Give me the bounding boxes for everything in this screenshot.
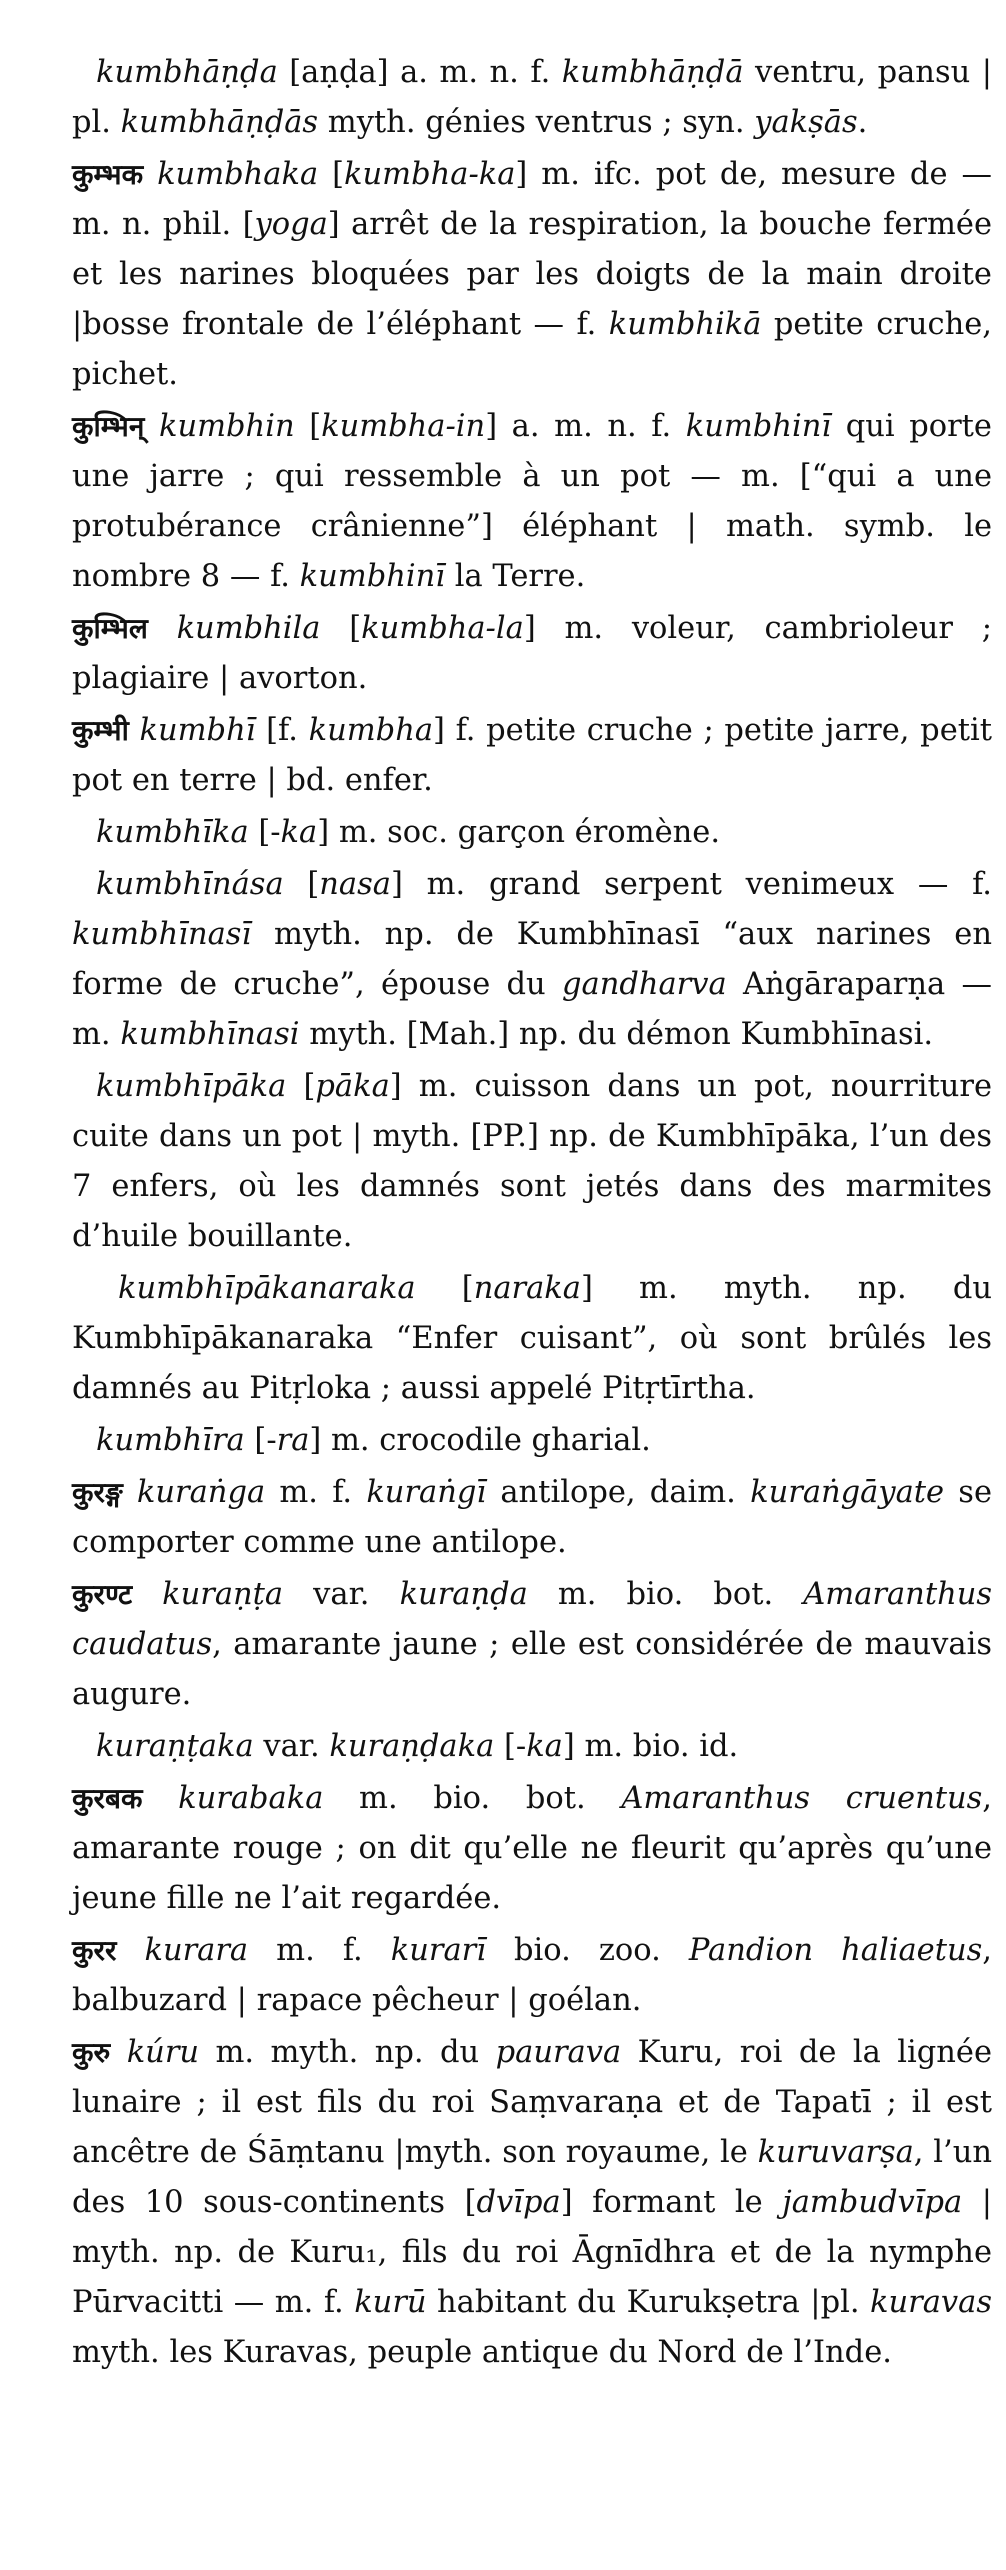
entry-devanagari-headword: कुम्भी — [72, 714, 129, 747]
entry-devanagari-headword: कुम्भिल — [72, 612, 148, 645]
entry-text: bio. zoo. — [485, 1933, 689, 1968]
entry-kumbhi — [72, 706, 992, 806]
entry-italic-term: kumbhikā — [608, 307, 762, 342]
entry-kumbhipakanaraka — [72, 1264, 992, 1414]
entry-italic-term: kurū — [354, 2285, 427, 2320]
entry-devanagari-headword: कुरण्ट — [72, 1578, 133, 1611]
entry-italic-term: kumbhila — [176, 611, 321, 646]
entry-italic-term: gandharva — [561, 967, 727, 1002]
entry-text: [ — [320, 611, 362, 646]
entry-kumbhinasa — [72, 860, 992, 1060]
entry-italic-term: kurabaka — [178, 1781, 324, 1816]
entry-kuranta — [72, 1570, 992, 1720]
entry-italic-term: kumbha — [308, 713, 434, 748]
entry-italic-term: ra — [276, 1423, 310, 1458]
entry-text: m. f. — [248, 1933, 391, 1968]
entry-text — [143, 157, 157, 192]
entry-text: qui porte une jarre ; qui ressemble à un pot — m. [“qui a une protubérance crânienne”] éléphant | math. symb. le nombre 8 — f. — [72, 409, 992, 594]
entry-text: . — [857, 105, 868, 140]
entry-text: var. — [283, 1577, 400, 1612]
entry-italic-term: kumbha-in — [321, 409, 486, 444]
entry-kumbhin — [72, 402, 992, 602]
entry-italic-term: ka — [526, 1729, 563, 1764]
entry-text: , amarante rouge ; on dit qu’elle ne fleurit qu’après qu’une jeune fille ne l’ait regardée. — [72, 1781, 992, 1916]
entry-text — [123, 1475, 137, 1510]
entry-italic-term: naraka — [473, 1271, 581, 1306]
entry-italic-term: kumbhīnasī — [72, 917, 252, 952]
entry-kumbhanda — [72, 48, 992, 148]
entry-italic-term: Amaranthus cruentus — [621, 1781, 983, 1816]
entry-italic-term: pāka — [315, 1069, 390, 1104]
entry-italic-term: kuraṅgāyate — [750, 1475, 945, 1510]
entry-italic-term: kumbhin — [158, 409, 295, 444]
entry-italic-term: Pandion haliaetus — [688, 1933, 983, 1968]
entry-text: m. myth. np. du — [199, 2035, 496, 2070]
entry-italic-term: kuraṇṭa — [162, 1577, 284, 1612]
entry-text: myth. génies ventrus ; syn. — [318, 105, 755, 140]
entry-text: se comporter comme une antilope. — [72, 1475, 992, 1560]
entry-italic-term: ka — [280, 815, 318, 850]
entry-text: ] m. soc. garçon éromène. — [317, 815, 721, 850]
entry-italic-term: kuravas — [870, 2285, 992, 2320]
entry-text: ] f. petite cruche ; petite jarre, petit pot en terre | bd. enfer. — [72, 713, 993, 798]
entry-italic-term: kumbhinī — [299, 559, 446, 594]
entry-italic-term: kuraṇḍaka — [329, 1729, 495, 1764]
entry-italic-term: paurava — [495, 2035, 622, 2070]
entry-text — [148, 611, 177, 646]
entry-kuru — [72, 2028, 992, 2378]
entry-text: ] m. voleur, cambrioleur ; plagiaire | avorton. — [72, 611, 992, 696]
entry-text — [142, 1781, 178, 1816]
entry-italic-term: yakṣās — [754, 105, 858, 140]
entry-kurara — [72, 1926, 992, 2026]
entry-text: antilope, daim. — [486, 1475, 751, 1510]
entry-italic-term: dvīpa — [476, 2185, 561, 2220]
entry-italic-term: kumbhāṇḍā — [561, 55, 744, 90]
entry-kumbhaka — [72, 150, 992, 400]
entry-italic-term: kumbhāṇḍās — [120, 105, 319, 140]
entry-text: var. — [253, 1729, 330, 1764]
entry-text: , balbuzard | rapace pêcheur | goélan. — [72, 1933, 992, 2018]
entry-text: , l’un des 10 sous-continents [ — [72, 2135, 992, 2220]
entry-italic-term: kumbhīra — [96, 1423, 245, 1458]
entry-kumbhipaka — [72, 1062, 992, 1262]
entry-text: ] m. grand serpent venimeux — f. — [390, 867, 992, 902]
entry-text: , amarante jaune ; elle est considérée de mauvais augure. — [72, 1627, 992, 1712]
entry-italic-term: kumbhīpākanaraka — [118, 1271, 416, 1306]
entry-text: [f. — [255, 713, 309, 748]
entry-text: habitant du Kurukṣetra |pl. — [426, 2285, 871, 2320]
entry-text — [116, 1933, 144, 1968]
entry-text: petite cruche, pichet. — [72, 307, 992, 392]
entry-text: la Terre. — [445, 559, 586, 594]
entry-text: ] m. bio. id. — [562, 1729, 739, 1764]
entry-devanagari-headword: कुरु — [72, 2036, 111, 2069]
entry-text: m. bio. bot. — [527, 1577, 804, 1612]
entry-text — [144, 409, 159, 444]
entry-italic-term: kuruvarṣa — [757, 2135, 914, 2170]
entry-text: [- — [244, 1423, 277, 1458]
entry-text: [ — [283, 867, 320, 902]
entry-text: m. f. — [265, 1475, 367, 1510]
entry-kurantaka — [72, 1722, 992, 1772]
entry-italic-term: kumbhī — [139, 713, 256, 748]
entry-text — [132, 1577, 162, 1612]
entry-italic-term: kúru — [126, 2035, 200, 2070]
entry-text: myth. [Mah.] np. du démon Kumbhīnasi. — [299, 1017, 934, 1052]
entry-text — [110, 2035, 126, 2070]
entry-text: ] m. ifc. pot de, mesure de — m. n. phil. [ — [72, 157, 992, 242]
entry-text: m. bio. bot. — [323, 1781, 622, 1816]
entry-italic-term: kumbhīka — [96, 815, 249, 850]
entry-text: [- — [494, 1729, 527, 1764]
entry-kuranga — [72, 1468, 992, 1568]
entry-text: ] m. crocodile gharial. — [309, 1423, 651, 1458]
entry-kumbhika — [72, 808, 992, 858]
entry-italic-term: kumbhīpāka — [96, 1069, 287, 1104]
entry-kumbhira — [72, 1416, 992, 1466]
entry-text: ] m. myth. np. du Kumbhīpākanaraka “Enfer cuisant”, où sont brûlés les damnés au Pitṛloka ; aussi appelé Pitṛtīrtha. — [72, 1271, 992, 1406]
entry-kurabaka — [72, 1774, 992, 1924]
entry-devanagari-headword: कुम्भक — [72, 158, 144, 191]
entry-italic-term: yoga — [254, 207, 328, 242]
entry-text: [ — [294, 409, 322, 444]
entry-italic-term: kumbhīnasi — [120, 1017, 300, 1052]
entry-text: myth. np. de Kumbhīnasī “aux narines en forme de cruche”, épouse du — [72, 917, 992, 1002]
entry-devanagari-headword: कुम्भिन् — [72, 410, 145, 443]
entry-italic-term: kuraṅgī — [366, 1475, 487, 1510]
entry-text: [aṇḍa] a. m. n. f. — [277, 55, 562, 90]
entry-italic-term: kuraṇṭaka — [96, 1729, 254, 1764]
entry-devanagari-headword: कुरबक — [72, 1782, 143, 1815]
entry-italic-term: kumbhaka — [157, 157, 319, 192]
entry-text: myth. les Kuravas, peuple antique du Nord de l’Inde. — [72, 2335, 892, 2370]
entry-text: | myth. np. de Kuru₁, fils du roi Āgnīdhra et de la nymphe Pūrvacitti — m. f. — [72, 2185, 992, 2320]
entry-text: Aṅgāraparṇa — m. — [72, 967, 992, 1052]
entry-text: ] a. m. n. f. — [485, 409, 686, 444]
entry-italic-term: nasa — [319, 867, 391, 902]
entry-text: ] m. cuisson dans un pot, nourriture cuite dans un pot | myth. [PP.] np. de Kumbhīpāka, l’un des 7 enfers, où les damnés sont jetés dans des marmites d’huile bouillante. — [72, 1069, 992, 1254]
entry-text: [ — [286, 1069, 316, 1104]
entry-italic-term: kumbhāṇḍa — [96, 55, 278, 90]
entry-italic-term: Amaranthus caudatus — [72, 1577, 993, 1662]
entry-italic-term: kuraṅga — [136, 1475, 266, 1510]
entry-devanagari-headword: कुरङ्ग — [72, 1476, 123, 1509]
entry-kumbhila — [72, 604, 992, 704]
entry-italic-term: jambudvīpa — [782, 2185, 963, 2220]
entry-devanagari-headword: कुरर — [72, 1934, 117, 1967]
entry-text: [ — [415, 1271, 474, 1306]
entry-italic-term: kumbhīnása — [96, 867, 284, 902]
entry-italic-term: kurara — [144, 1933, 249, 1968]
entry-text: [- — [248, 815, 281, 850]
entry-text: ventru, pansu | pl. — [72, 55, 993, 140]
entry-italic-term: kurarī — [390, 1933, 486, 1968]
entry-italic-term: kumbha-ka — [344, 157, 516, 192]
entry-text: ] arrêt de la respiration, la bouche fermée et les narines bloquées par les doigts de la main droite |bosse frontale de l’éléphant — f. — [72, 207, 992, 342]
entry-text: ] formant le — [560, 2185, 783, 2220]
entry-text: Kuru, roi de la lignée lunaire ; il est fils du roi Saṃvaraṇa et de Tapatī ; il est ancêtre de Śāṃtanu |myth. son royaume, le — [72, 2035, 992, 2170]
entry-text — [129, 713, 140, 748]
entry-italic-term: kumbhinī — [685, 409, 832, 444]
entry-italic-term: kuraṇḍa — [399, 1577, 528, 1612]
entry-text: [ — [318, 157, 345, 192]
entry-italic-term: kumbha-la — [361, 611, 524, 646]
